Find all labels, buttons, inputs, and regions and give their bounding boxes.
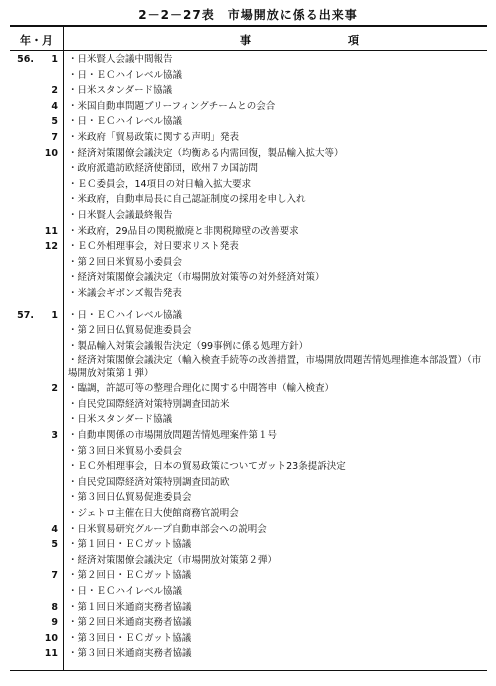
row-event-text: ・臨調，許認可等の整理合理化に関する中間答申（輸入検査） [68,383,335,395]
table-row [10,83,487,99]
table-row [10,600,487,616]
row-event-text: ・自動車関係の市場開放問題苦情処理案件第１号 [68,430,278,442]
row-month: 4 [51,523,58,535]
row-month: 10 [44,632,58,644]
table-row [10,68,487,84]
row-month: 4 [51,100,58,112]
table-bottom-rule [10,670,487,671]
table-row [10,490,487,506]
row-event-text: ・第２回日仏貿易促進委員会 [68,325,192,337]
table-row [10,130,487,146]
row-month: 10 [44,147,58,159]
row-event-text: ・日・ＥＣハイレベル協議 [68,309,183,321]
row-event-text: ・第１回日米通商実務者協議 [68,601,192,613]
table-row [10,286,487,302]
table-row [10,114,487,130]
table-row [10,192,487,208]
table-row [10,428,487,444]
table-row [10,339,487,355]
table-row [10,584,487,600]
row-event-text: ・第３回日・ＥＣガット協議 [68,632,192,644]
table-row [10,239,487,255]
row-month: 5 [51,116,58,128]
table-row [10,568,487,584]
table-row [10,354,487,381]
table-header [10,25,487,51]
table-row [10,646,487,662]
table-row [10,177,487,193]
row-event-text: ・米国自動車問題ブリーフィングチームとの会合 [68,100,276,112]
row-month: 5 [51,539,58,551]
row-month: 8 [51,601,58,613]
row-event-text: ・自民党国際経済対策特別調査団訪欧 [68,476,230,488]
row-event-text: ・日米スタンダード協議 [68,414,173,426]
header-item-right: 項 [348,34,359,47]
row-event-text: ・日米スタンダード協議 [68,85,173,97]
row-month: 7 [51,570,58,582]
row-event-text: ・第２回日・ＥＣガット協議 [68,570,192,582]
row-event-text: ・第３回日米貿易小委員会 [68,445,183,457]
table-row [10,161,487,177]
row-month: 11 [44,648,58,660]
row-event-text: ・ＥＣ外相理事会，日本の貿易政策についてガット23条提訴決定 [68,461,346,473]
row-event-text: ・政府派遣訪欧経済使節団，欧州７カ国訪問 [68,163,259,175]
row-event-text: ・日米賢人会議中間報告 [68,54,173,65]
event-list [10,52,487,662]
row-event-text: ・経済対策閣僚会議決定（市場開放対策等の対外経済対策） [68,272,325,284]
row-year: 56. [17,54,34,65]
table-row [10,553,487,569]
table-row [10,270,487,286]
row-event-text: ・第２回日米貿易小委員会 [68,256,183,268]
row-event-text: ・第２回日米通商実務者協議 [68,617,192,629]
table-row [10,444,487,460]
table-row [10,99,487,115]
table-row [10,323,487,339]
row-event-text: ・米政府「貿易政策に関する声明」発表 [68,131,240,143]
table-row [10,208,487,224]
table-row [10,459,487,475]
table-title: 2－2－27表 市場開放に係る出来事 [138,8,358,22]
row-event-text: ・日米賢人会議最終報告 [68,209,173,221]
table-row [10,522,487,538]
row-event-text: ・製品輸入対策会議報告決定（99事例に係る処理方針） [68,340,309,352]
table-row [10,475,487,491]
row-event-text: ・経済対策閣僚会議決定（市場開放対策第２弾） [68,554,278,566]
row-month: 12 [44,241,58,253]
row-event-text: ・ＥＣ外相理事会，対日要求リスト発表 [68,241,239,253]
row-event-text: ・第１回日・ＥＣガット協議 [68,539,192,551]
row-month: 11 [44,225,58,237]
table-row [10,224,487,240]
table-row [10,615,487,631]
table-row [10,537,487,553]
row-event-text: ・日・ＥＣハイレベル協議 [68,116,183,128]
row-month: 2 [51,383,58,395]
row-month: 2 [51,85,58,97]
row-event-text: ・経済対策閣僚会議決定（均衡ある内需回復，製品輸入拡大等） [68,147,344,159]
table-row [10,631,487,647]
row-event-text: ・日・ＥＣハイレベル協議 [68,69,183,81]
row-event-text: ・日米貿易研究グループ自動車部会への説明会 [68,523,267,535]
table-row [10,146,487,162]
table-row [10,397,487,413]
table-row [10,52,487,68]
row-event-text: ・ジェトロ主催在日大使館商務官説明会 [68,508,239,520]
table-row [10,506,487,522]
row-month: 9 [51,617,58,629]
table-row [10,255,487,271]
row-month: 1 [51,54,58,65]
row-year: 57. [17,309,34,321]
row-event-text: ・日・ＥＣハイレベル協議 [68,586,183,597]
row-event-text: ・ＥＣ委員会，14項目の対日輸入拡大要求 [68,178,252,190]
row-month: 7 [51,131,58,143]
table-row [10,381,487,397]
row-event-text: ・米議会ギボンズ報告発表 [68,287,182,299]
table-row [10,308,487,324]
row-event-text: ・米政府，自動車局長に自己認証制度の採用を申し入れ [68,194,306,206]
row-month: 1 [51,309,58,321]
header-item-left: 事 [240,34,251,47]
row-month: 3 [51,430,58,442]
row-event-text: ・自民党国際経済対策特別調査団訪米 [68,398,230,410]
row-event-text: ・米政府，29品目の関税撤廃と非関税障壁の改善要求 [68,225,299,237]
table-row [10,412,487,428]
header-year-month: 年・月 [20,34,53,47]
row-event-text: ・経済対策閣僚会議決定（輸入検査手続等の改善措置，市場開放問題苦情処理推進本部設置）（市場開放対策第１弾） [68,355,482,380]
row-event-text: ・第３回日米通商実務者協議 [68,648,192,660]
row-event-text: ・第３回日仏貿易促進委員会 [68,492,192,504]
